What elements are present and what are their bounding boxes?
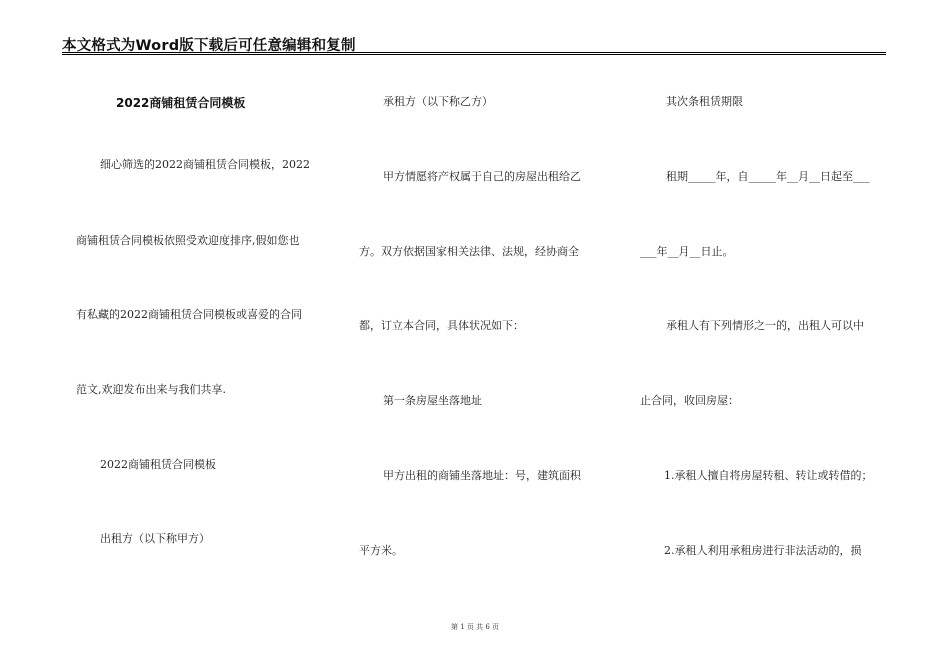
paragraph-line: 1.承租人擅自将房屋转租、转让或转借的；	[664, 469, 873, 482]
paragraph-line: 2022商铺租赁合同模板	[100, 458, 216, 471]
paragraph-line: 承租方（以下称乙方）	[383, 95, 493, 108]
document-title: 2022商铺租赁合同模板	[116, 96, 246, 110]
paragraph-line: 2.承租人利用承租房进行非法活动的，损	[664, 544, 862, 557]
column-2	[355, 0, 605, 672]
paragraph-line: ___年__月__日止。	[640, 245, 734, 258]
paragraph-line: 甲方出租的商铺坐落地址：号，建筑面积	[383, 469, 581, 482]
paragraph-line: 有私藏的2022商铺租赁合同模板或喜爱的合同	[76, 308, 302, 321]
column-3	[638, 0, 888, 672]
paragraph-line: 都，订立本合同，具体状况如下：	[359, 319, 524, 332]
paragraph-line: 止合同，收回房屋：	[640, 394, 739, 407]
paragraph-line: 细心筛选的2022商铺租赁合同模板，2022	[100, 158, 310, 171]
paragraph-line: 承租人有下列情形之一的，出租人可以中	[666, 319, 864, 332]
paragraph-line: 方。双方依据国家相关法律、法规，经协商全	[359, 245, 579, 258]
paragraph-line: 出租方（以下称甲方）	[100, 532, 210, 545]
paragraph-line: 租期_____年，自_____年__月__日起至___	[666, 170, 870, 183]
paragraph-line: 范文,欢迎发布出来与我们共享.	[76, 383, 226, 396]
page-number: 第 1 页 共 6 页	[450, 623, 500, 631]
column-1	[72, 0, 322, 672]
paragraph-line: 甲方情愿将产权属于自己的房屋出租给乙	[383, 170, 581, 183]
header-title: 本文格式为Word版下载后可任意编辑和复制	[62, 38, 356, 54]
paragraph-line: 商铺租赁合同模板依照受欢迎度排序,假如您也	[76, 234, 300, 247]
paragraph-line: 其次条租赁期限	[666, 95, 743, 108]
paragraph-line: 第一条房屋坐落地址	[383, 394, 482, 407]
paragraph-line: 平方米。	[359, 544, 403, 557]
